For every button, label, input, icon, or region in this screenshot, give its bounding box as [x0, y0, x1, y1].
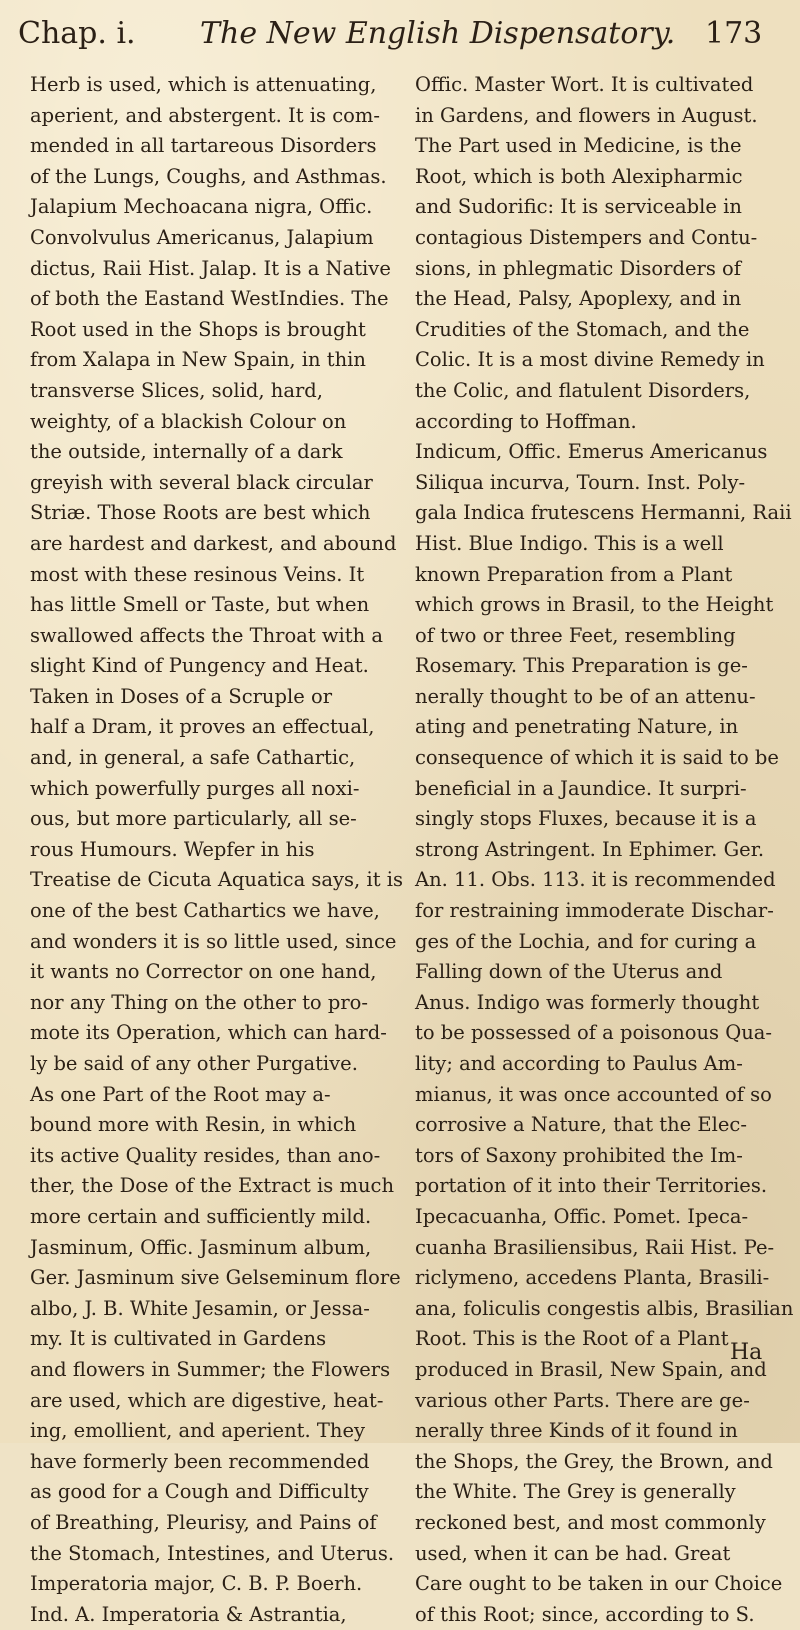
text-line: corrosive a Nature, that the Elec- — [415, 1113, 747, 1137]
text-line: my. It is cultivated in Gardens — [30, 1327, 327, 1351]
text-line: beneficial in a Jaundice. It surpri- — [415, 776, 747, 800]
text-line: Hist. Blue Indigo. This is a well — [415, 531, 724, 555]
text-line: of Breathing, Pleurisy, and Pains of — [30, 1510, 377, 1534]
running-header — [0, 12, 800, 56]
text-line: the Head, Palsy, Apoplexy, and in — [415, 287, 742, 311]
text-line: Treatise de Cicuta Aquatica says, it is — [30, 868, 403, 892]
text-line: the Shops, the Grey, the Brown, and — [415, 1449, 773, 1473]
running-title: The New English Dispensatory. — [200, 16, 676, 51]
text-line: gala Indica frutescens Hermanni, Raii — [415, 501, 792, 525]
text-line: Jasminum, Offic. Jasminum album, — [30, 1235, 372, 1259]
text-line: ana, foliculis congestis albis, Brasilian — [415, 1296, 794, 1320]
text-line: Ger. Jasminum sive Gelseminum flore — [30, 1266, 401, 1290]
text-line: weighty, of a blackish Colour on — [30, 409, 347, 433]
text-line: lity; and according to Paulus Am- — [415, 1052, 743, 1075]
text-line: Rosemary. This Preparation is ge- — [415, 654, 748, 678]
text-line: the Colic, and flatulent Disorders, — [415, 378, 751, 402]
text-line: one of the best Cathartics we have, — [30, 899, 380, 923]
text-line: known Preparation from a Plant — [415, 562, 733, 586]
text-line: Ipecacuanha, Offic. Pomet. Ipeca- — [415, 1204, 749, 1228]
text-line: mended in all tartareous Disorders — [30, 134, 377, 158]
text-line: which grows in Brasil, to the Height — [415, 593, 774, 617]
text-line: nerally thought to be of an attenu- — [415, 684, 756, 708]
text-line: for restraining immoderate Dischar- — [415, 899, 774, 923]
text-line: Colic. It is a most divine Remedy in — [415, 348, 765, 372]
text-line: The Part used in Medicine, is the — [415, 134, 742, 158]
text-line: mote its Operation, which can hard- — [30, 1021, 387, 1045]
text-line: produced in Brasil, New Spain, and — [415, 1357, 767, 1381]
chapter-label: Chap. i. — [18, 16, 136, 51]
text-line: from Xalapa in New Spain, in thin — [30, 348, 366, 372]
text-line: transverse Slices, solid, hard, — [30, 378, 323, 402]
text-line: ing, emollient, and aperient. They — [30, 1419, 366, 1443]
text-line: Herb is used, which is attenuating, — [30, 73, 377, 96]
text-line: As one Part of the Root may a- — [30, 1082, 331, 1106]
text-line: are hardest and darkest, and abound — [30, 531, 397, 555]
text-line: portation of it into their Territories. — [415, 1174, 768, 1198]
right-column — [415, 70, 794, 1626]
text-line: according to Hoffman. — [415, 409, 637, 433]
text-line: which powerfully purges all noxi- — [30, 776, 360, 800]
text-line: greyish with several black circular — [30, 470, 373, 494]
text-line: of two or three Feet, resembling — [415, 623, 736, 647]
text-line: ous, but more particularly, all se- — [30, 807, 357, 831]
text-line: ther, the Dose of the Extract is much — [30, 1174, 394, 1198]
text-line: and flowers in Summer; the Flowers — [30, 1357, 391, 1381]
text-line: ges of the Lochia, and for curing a — [415, 929, 757, 953]
text-line: Indicum, Offic. Emerus Americanus — [415, 440, 768, 464]
text-line: rous Humours. Wepfer in his — [30, 837, 315, 861]
text-line: Ind. A. Imperatoria & Astrantia, — [30, 1602, 347, 1626]
catchword: Ha — [730, 1340, 763, 1365]
text-line: ating and penetrating Nature, in — [415, 715, 739, 739]
text-line: bound more with Resin, in which — [30, 1113, 357, 1137]
text-line: albo, J. B. White Jesamin, or Jessa- — [30, 1296, 370, 1320]
text-line: the Stomach, Intestines, and Uterus. — [30, 1541, 395, 1565]
text-line: Root, which is both Alexipharmic — [415, 164, 743, 188]
page-number: 173 — [705, 16, 763, 51]
text-line: Striæ. Those Roots are best which — [30, 501, 371, 525]
text-line: singly stops Fluxes, because it is a — [415, 807, 757, 831]
text-line: cuanha Brasiliensibus, Raii Hist. Pe- — [415, 1235, 775, 1259]
text-line: contagious Distempers and Contu- — [415, 225, 758, 249]
text-line: Taken in Doses of a Scruple or — [30, 684, 333, 708]
text-line: its active Quality resides, than ano- — [30, 1143, 381, 1167]
text-line: reckoned best, and most commonly — [415, 1510, 766, 1534]
left-column — [30, 70, 408, 1626]
text-line: Root used in the Shops is brought — [30, 317, 366, 341]
text-line: and, in general, a safe Cathartic, — [30, 746, 356, 770]
text-line: swallowed affects the Throat with a — [30, 623, 383, 647]
text-line: most with these resinous Veins. It — [30, 562, 365, 586]
text-line: of this Root; since, according to S. — [415, 1602, 755, 1626]
text-line: slight Kind of Pungency and Heat. — [30, 654, 369, 678]
text-line: in Gardens, and flowers in August. — [415, 103, 758, 127]
text-line: has little Smell or Taste, but when — [30, 593, 370, 617]
text-line: tors of Saxony prohibited the Im- — [415, 1143, 743, 1167]
text-line: Jalapium Mechoacana nigra, Offic. — [30, 195, 373, 219]
text-line: consequence of which it is said to be — [415, 746, 779, 770]
text-line: Anus. Indigo was formerly thought — [415, 990, 760, 1014]
text-line: strong Astringent. In Ephimer. Ger. — [415, 837, 765, 861]
text-line: and wonders it is so little used, since — [30, 929, 397, 953]
text-line: half a Dram, it proves an effectual, — [30, 715, 375, 739]
text-line: An. 11. Obs. 113. it is recommended — [415, 868, 776, 892]
text-line: Imperatoria major, C. B. P. Boerh. — [30, 1572, 363, 1596]
text-line: mianus, it was once accounted of so — [415, 1082, 772, 1106]
text-line: aperient, and abstergent. It is com- — [30, 103, 380, 127]
text-line: to be possessed of a poisonous Qua- — [415, 1021, 773, 1045]
text-line: are used, which are digestive, heat- — [30, 1388, 384, 1412]
text-line: have formerly been recommended — [30, 1449, 370, 1473]
text-line: Offic. Master Wort. It is cultivated — [415, 73, 754, 96]
text-line: more certain and sufficiently mild. — [30, 1204, 372, 1228]
text-line: used, when it can be had. Great — [415, 1541, 731, 1565]
text-line: it wants no Corrector on one hand, — [30, 960, 377, 984]
text-line: and Sudorific: It is serviceable in — [415, 195, 742, 219]
text-line: Falling down of the Uterus and — [415, 960, 723, 984]
text-line: Care ought to be taken in our Choice — [415, 1572, 783, 1596]
text-line: ly be said of any other Purgative. — [30, 1052, 358, 1075]
text-line: the White. The Grey is generally — [415, 1480, 736, 1504]
text-line: nor any Thing on the other to pro- — [30, 990, 368, 1014]
text-line: various other Parts. There are ge- — [415, 1388, 750, 1412]
text-line: Root. This is the Root of a Plant — [415, 1327, 729, 1351]
text-line: riclymeno, accedens Planta, Brasili- — [415, 1266, 770, 1290]
text-line: of both the Eastand WestIndies. The — [30, 287, 389, 311]
text-line: as good for a Cough and Difficulty — [30, 1480, 369, 1504]
text-line: sions, in phlegmatic Disorders of — [415, 256, 741, 280]
text-line: Convolvulus Americanus, Jalapium — [30, 225, 374, 249]
text-line: Siliqua incurva, Tourn. Inst. Poly- — [415, 470, 746, 494]
text-line: Crudities of the Stomach, and the — [415, 317, 750, 341]
text-line: of the Lungs, Coughs, and Asthmas. — [30, 164, 387, 188]
text-line: the outside, internally of a dark — [30, 440, 343, 464]
text-line: nerally three Kinds of it found in — [415, 1419, 738, 1443]
text-line: dictus, Raii Hist. Jalap. It is a Native — [30, 256, 391, 280]
